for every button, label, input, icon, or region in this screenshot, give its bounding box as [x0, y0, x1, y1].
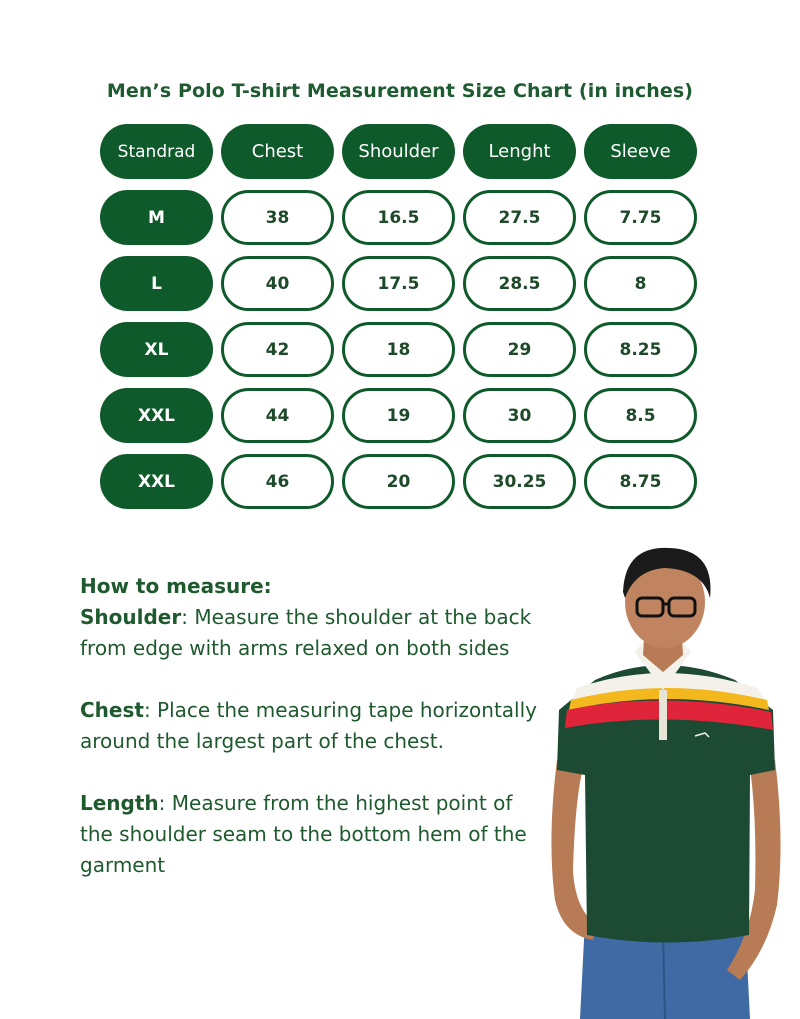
sleeve-value: 8.75	[584, 454, 697, 509]
length-value: 29	[463, 322, 576, 377]
header-sleeve: Sleeve	[584, 124, 697, 179]
shoulder-text: : Measure the shoulder at the back from edge with arms relaxed on both sides	[80, 605, 532, 660]
chest-instruction	[80, 695, 550, 757]
chest-value: 38	[221, 190, 334, 245]
length-text: : Measure from the highest point of the shoulder seam to the bottom hem of the garment	[80, 791, 527, 877]
length-value: 28.5	[463, 256, 576, 311]
page-title: Men’s Polo T-shirt Measurement Size Chart (in inches)	[106, 80, 694, 102]
sleeve-value: 8.5	[584, 388, 697, 443]
chest-term: Chest	[80, 698, 144, 722]
shoulder-value: 18	[342, 322, 455, 377]
shoulder-value: 19	[342, 388, 455, 443]
chest-value: 42	[221, 322, 334, 377]
chest-value: 44	[221, 388, 334, 443]
how-to-heading: How to measure:	[80, 574, 272, 598]
header-chest: Chest	[221, 124, 334, 179]
header-length: Lenght	[463, 124, 576, 179]
header-standard: Standrad	[100, 124, 213, 179]
length-value: 27.5	[463, 190, 576, 245]
sleeve-value: 8.25	[584, 322, 697, 377]
shoulder-value: 17.5	[342, 256, 455, 311]
size-label: XXL	[100, 454, 213, 509]
shoulder-value: 20	[342, 454, 455, 509]
shoulder-term: Shoulder	[80, 605, 182, 629]
how-to-measure-section	[80, 571, 550, 881]
chest-value: 40	[221, 256, 334, 311]
shoulder-instruction	[80, 602, 550, 664]
sleeve-value: 7.75	[584, 190, 697, 245]
model-photo	[545, 540, 785, 1019]
length-term: Length	[80, 791, 159, 815]
size-label: L	[100, 256, 213, 311]
sleeve-value: 8	[584, 256, 697, 311]
chest-text: : Place the measuring tape horizontally around the largest part of the chest.	[80, 698, 538, 753]
size-label: M	[100, 190, 213, 245]
shoulder-value: 16.5	[342, 190, 455, 245]
length-value: 30.25	[463, 454, 576, 509]
length-instruction	[80, 788, 550, 881]
chest-value: 46	[221, 454, 334, 509]
length-value: 30	[463, 388, 576, 443]
size-label: XL	[100, 322, 213, 377]
size-label: XXL	[100, 388, 213, 443]
size-chart-table	[100, 124, 697, 509]
header-shoulder: Shoulder	[342, 124, 455, 179]
